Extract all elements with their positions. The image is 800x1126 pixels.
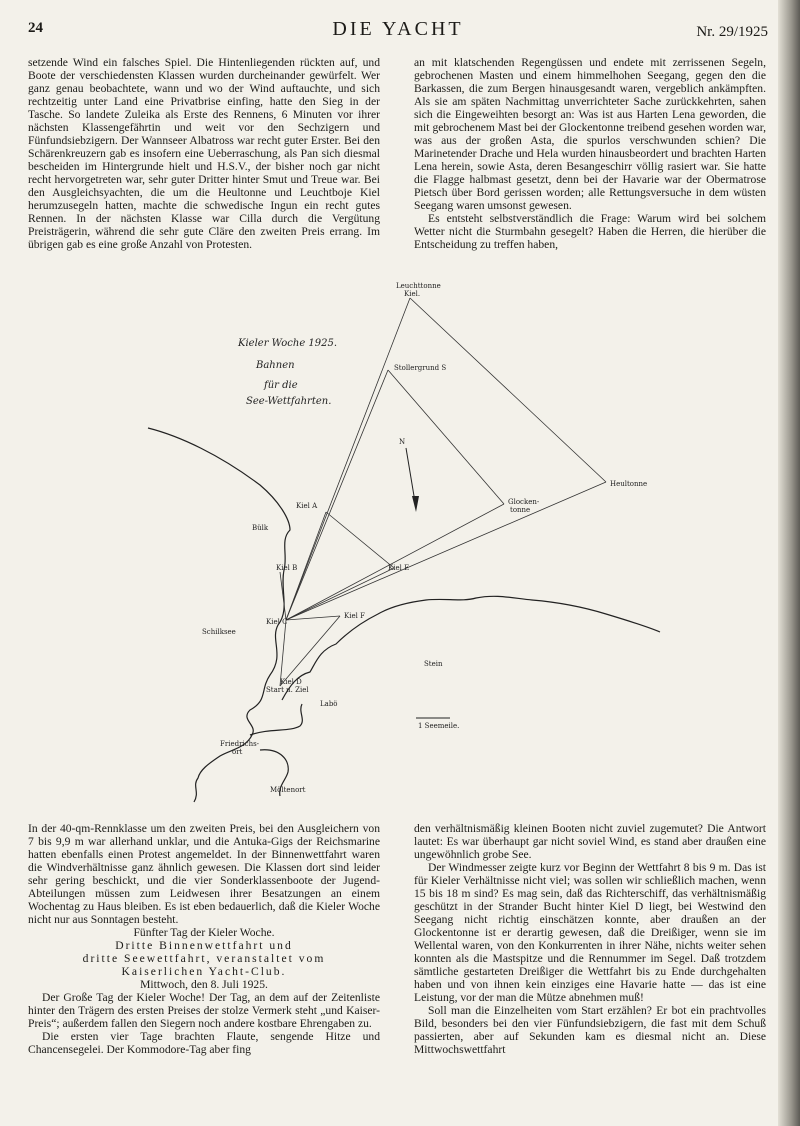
coastline-west [148, 428, 290, 802]
label-bulk: Bülk [252, 524, 269, 532]
label-start-ziel: Start u. Ziel [266, 686, 309, 694]
label-schilksee: Schilksee [202, 628, 236, 636]
course-map [140, 280, 680, 810]
label-kiel-b: Kiel B [276, 564, 298, 572]
label-moltenort: Möltenort [270, 786, 306, 794]
coastline-east [282, 596, 660, 700]
map-title-line4: See-Wettfahrten. [246, 396, 332, 407]
paragraph: Es entsteht selbstverständlich die Frage: Warum wird bei solchem Wetter nicht die Sturmbahn gesegelt? Haben die Herren, die hierüber die Entscheidung zu treffen haben, [414, 212, 766, 251]
label-kiel-f: Kiel F [344, 612, 365, 620]
label-glockentonne-2: tonne [510, 506, 531, 514]
north-label: N [399, 438, 406, 446]
paragraph: an mit klatschenden Regengüssen und endete mit zerrissenen Segeln, gebrochenen Masten und einem himmelhohen Seegang, gegen den die Barkassen, die zum Bergen hinausgesandt waren, vergeblich ankämpften. Als sie am späten Nachmittag unverrichteter Sache zurückkehrten, sahen sich die Eingeweihten besorgt an: Was ist aus Harten Lena geworden, die mit gebrochenem Mast bei der Glockentonne treibend gesehen worden war, was aus der großen Asta, die spurlos verschwunden schien? Die Marinetender Drache und Hela wurden hinausbeordert und brachten Harten Lena herein, sowie Asta, deren Besangeschirr völlig rasiert war. Sie hatte die Flagge halbmast gesetzt, denn bei der Havarie war der Obermatrose Pietsch über Bord gerissen worden; alle Rettungsversuche in dem wüsten Seegang waren umsonst gewesen. [414, 56, 766, 212]
north-arrow-head [412, 496, 419, 512]
paragraph: Soll man die Einzelheiten vom Start erzählen? Er bot ein prachtvolles Bild, besonders bei den vier Fünfundsiebzigern, die fast mit dem Schuß passierten, aber auf Sekunden kam es diesmal nicht an. Diese Mittwochswettfahrt [414, 1004, 766, 1056]
map-title-line1: Kieler Woche 1925. [238, 338, 338, 349]
label-kiel-e: Kiel E [388, 564, 410, 572]
column-top-right [414, 56, 766, 251]
label-stollergrund: Stollergrund S [394, 364, 447, 372]
paragraph: Die ersten vier Tage brachten Flaute, sengende Hitze und Chancensegelei. Der Kommodore-Tag aber fing [28, 1030, 380, 1056]
race-heading-line3: Kaiserlichen Yacht-Club. [121, 965, 287, 978]
label-glockentonne: Glocken- [508, 498, 540, 506]
journal-title: DIE YACHT [332, 18, 464, 40]
coastline-south [250, 704, 302, 796]
race-heading-line1: Dritte Binnenwettfahrt und [115, 939, 293, 952]
paragraph: Der Windmesser zeigte kurz vor Beginn der Wettfahrt 8 bis 9 m. Das ist für Kieler Verhältnisse nicht viel; was sollen wir schließlich machen, wenn 15 bis 18 m sind? Es mag sein, daß das Richterschiff, das verhältnismäßig geschützt in der Strander Bucht hinter Kiel D liegt, bei Westwind den Seegang nicht richtig einschätzen konnte, aber draußen an der Glockentonne ist er derartig gewesen, daß die Dreißiger, wenn sie im Wellental waren, von den Konkurrenten in ihrer Nähe, nichts weiter sehen konnten als die Mastspitze und die Rennummer im Segel. Daß trotzdem sämtliche gestarteten Dreißiger die Wettfahrt bis zu Ende durchgehalten haben und von ihnen kein einziges eine Havarie hatte — das ist eine Leistung, vor der man die Mütze abnehmen muß! [414, 861, 766, 1004]
label-friedrichsort-2: ort [232, 748, 243, 756]
course-map-svg [140, 280, 680, 810]
column-bottom-right [414, 822, 766, 1056]
book-spine-shadow [778, 0, 800, 1126]
race-heading-line2: dritte Seewettfahrt, veranstaltet vom [82, 952, 326, 965]
scale-label: 1 Seemeile. [418, 722, 460, 730]
label-leuchttonne: Leuchttonne [396, 282, 441, 290]
label-stein: Stein [424, 660, 443, 668]
page-number: 24 [28, 20, 43, 36]
paragraph: Der Große Tag der Kieler Woche! Der Tag, an dem auf der Zeitenliste hinter den Trägern des ersten Preises der stolze Vermerk steht „und Kaiser-Preis“; außerdem fallen den Siegern noch andere kostbare Ehrengaben zu. [28, 991, 380, 1030]
course-lines [280, 298, 606, 686]
race-date: Mittwoch, den 8. Juli 1925. [140, 978, 268, 991]
column-bottom-left [28, 822, 380, 1056]
label-heultonne: Heultonne [610, 480, 648, 488]
label-leuchttonne-kiel: Kiel. [404, 290, 421, 298]
label-kiel-d: Kiel D [280, 678, 302, 686]
page-header [28, 18, 768, 44]
map-title-line2: Bahnen [256, 360, 295, 371]
label-kiel-c: Kiel C [266, 618, 288, 626]
paragraph: den verhältnismäßig kleinen Booten nicht zuviel zugemutet? Die Antwort lautet: Es war überhaupt gar nicht soviel Wind, es stand aber draußen eine ungewöhnlich grobe See. [414, 822, 766, 861]
paragraph: In der 40-qm-Rennklasse um den zweiten Preis, bei den Ausgleichern von 7 bis 9,9 m war allerhand unklar, und die Antuka-Gigs der Reichsmarine hatten ebenfalls einen Protest angemeldet. In der Binnenwettfahrt waren die Windverhältnisse ganz ähnlich gewesen. Die Klassen dort sind leider sehr gering beschickt, und die vier Sonderklassenboote der Jugend-Abteilungen müssen zum Leidwesen ihrer Besatzungen an einem Wochentag zu Haus bleiben. Es ist eben bedauerlich, daß die Kieler Woche nicht nur aus Sonntagen besteht. [28, 822, 380, 926]
label-friedrichsort: Friedrichs- [220, 740, 260, 748]
label-kiel-a: Kiel A [296, 502, 318, 510]
label-labo: Labö [320, 700, 338, 708]
map-title-line3: für die [264, 380, 298, 391]
column-top-left [28, 56, 380, 251]
day-heading: Fünfter Tag der Kieler Woche. [133, 926, 275, 939]
issue-number: Nr. 29/1925 [696, 24, 768, 40]
paragraph: setzende Wind ein falsches Spiel. Die Hintenliegenden rückten auf, und Boote der verschiedensten Klassen wurden durcheinander gewürfelt. Wer ganz genau beobachtete, wann und wo der Wind auftauchte, und sich rechtzeitig unter Land eine Privatbrise einfing, hatte den Sieg in der Tasche. So landete Zuleika als Erste des Rennens, 6 Minuten vor ihrer nächsten Klassengefährtin und weit vor den Sechzigern und Fünfundsiebzigern. Der Wannseer Albatross war recht guter Erster. Bei den Schärenkreuzern gab es insofern eine Ueberraschung, als Pan sich diesmal bescheiden im Hintergrunde hielt und H.S.V., der bisher noch gar nicht recht hervorgetreten war, sehr guter Dritter hinter Smut und Treue war. Bei den Ausgleichsyachten, die um die Heultonne und Leuchtboje Kiel herumzusegeln hatten, machte die schwedische Ingun ein recht gutes Rennen. In der nächsten Klasse war Cilla durch die Vergütung Preisträgerin, während die sehr gute Cläre den zweiten Preis errang. Im übrigen gab es eine große Anzahl von Protesten. [28, 56, 380, 251]
